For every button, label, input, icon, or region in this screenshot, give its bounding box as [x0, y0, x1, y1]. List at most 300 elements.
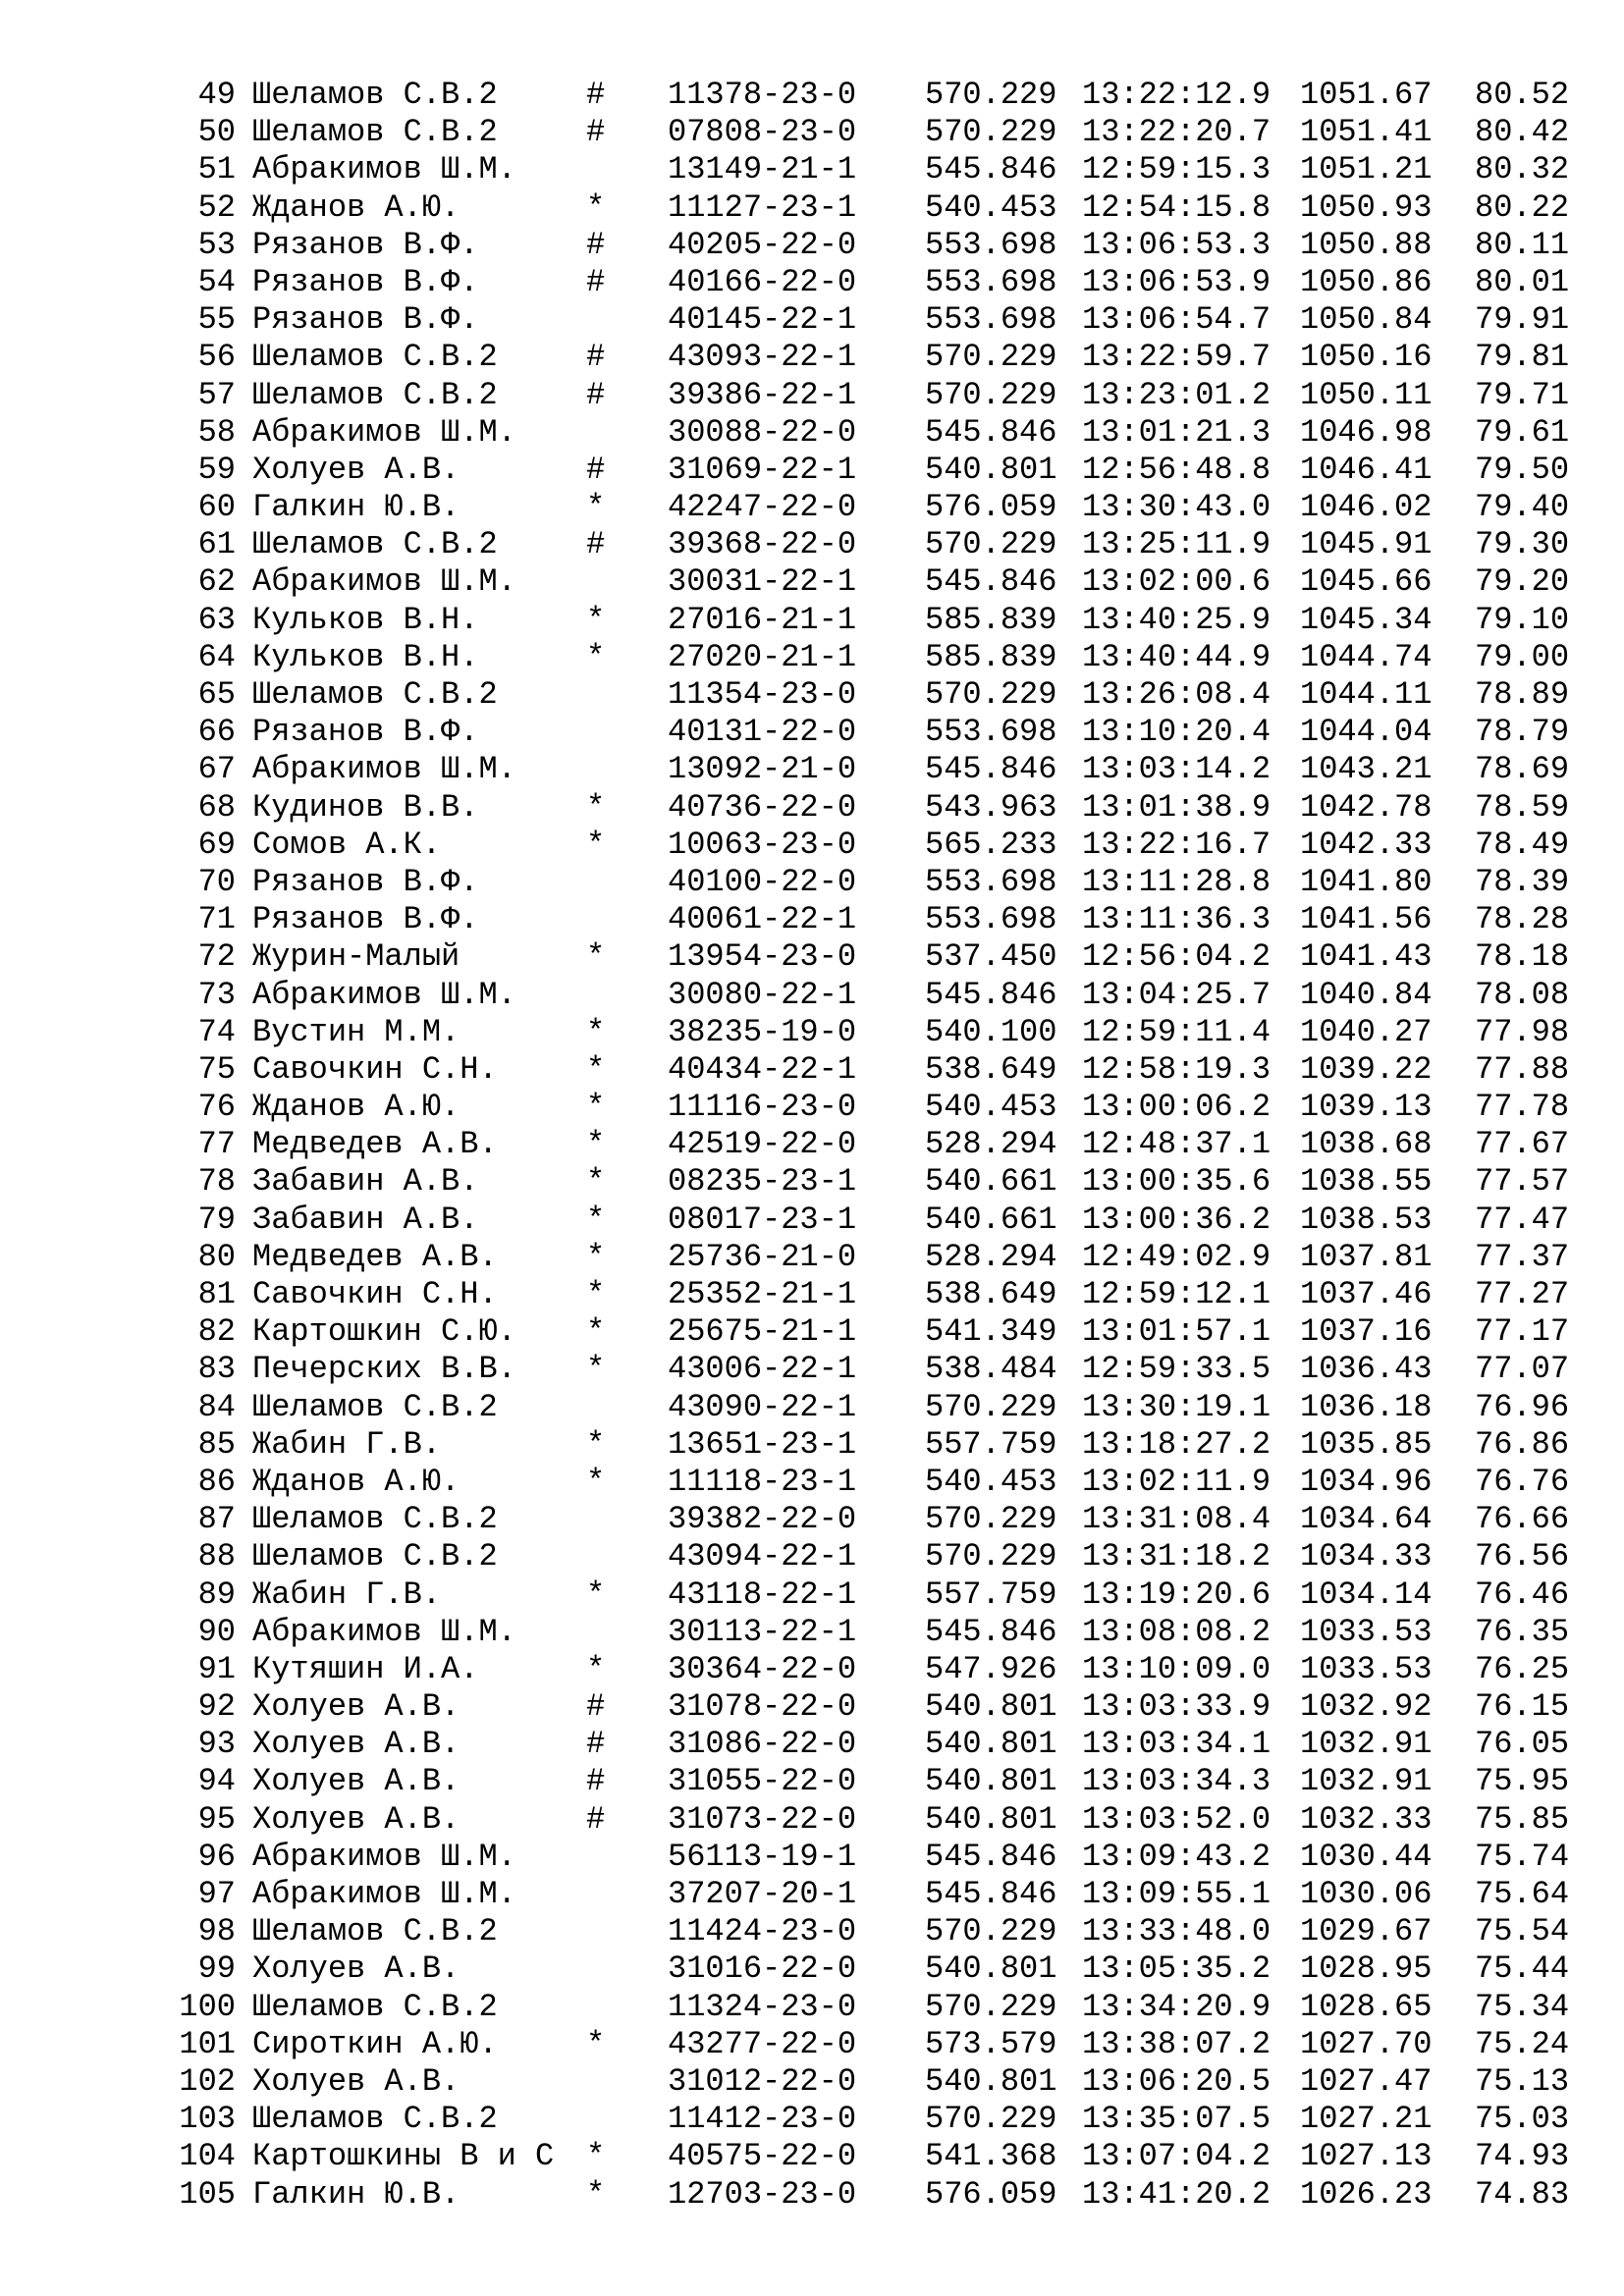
score-cell: 78.39: [1475, 863, 1570, 900]
arrival-time-cell: 12:54:15.8: [1082, 188, 1272, 226]
place-cell: 63: [197, 601, 236, 638]
mark-cell: *: [586, 2025, 606, 2062]
table-row: [0, 1989, 1624, 2026]
score-cell: 76.46: [1475, 1575, 1570, 1613]
mark-cell: *: [586, 1089, 606, 1126]
ring-number-cell: 30088-22-0: [668, 413, 857, 451]
ring-number-cell: 40100-22-0: [668, 863, 857, 900]
distance-cell: 540.453: [925, 1463, 1057, 1500]
arrival-time-cell: 13:09:55.1: [1082, 1876, 1272, 1912]
fancier-name-cell: Медведев А.В.: [252, 1238, 498, 1275]
distance-cell: 545.846: [925, 413, 1057, 451]
place-cell: 72: [197, 938, 236, 976]
mark-cell: #: [586, 1800, 606, 1838]
speed-cell: 1032.91: [1300, 1726, 1433, 1763]
ring-number-cell: 37207-20-1: [668, 1876, 857, 1912]
table-row: [0, 602, 1624, 639]
place-cell: 105: [179, 2175, 236, 2213]
distance-cell: 540.801: [925, 1763, 1057, 1800]
arrival-time-cell: 13:01:21.3: [1082, 413, 1272, 451]
place-cell: 85: [197, 1425, 236, 1463]
place-cell: 99: [197, 1950, 236, 1988]
distance-cell: 538.649: [925, 1276, 1057, 1312]
ring-number-cell: 56113-19-1: [668, 1838, 857, 1875]
place-cell: 101: [179, 2025, 236, 2062]
arrival-time-cell: 12:56:48.8: [1082, 451, 1272, 488]
arrival-time-cell: 13:02:11.9: [1082, 1463, 1272, 1500]
mark-cell: *: [586, 1463, 606, 1500]
arrival-time-cell: 13:25:11.9: [1082, 526, 1272, 563]
arrival-time-cell: 13:00:35.6: [1082, 1163, 1272, 1201]
table-row: [0, 1651, 1624, 1688]
distance-cell: 540.661: [925, 1163, 1057, 1201]
fancier-name-cell: Савочкин С.Н.: [252, 1276, 498, 1312]
ring-number-cell: 25675-21-1: [668, 1313, 857, 1351]
arrival-time-cell: 13:30:19.1: [1082, 1388, 1272, 1425]
distance-cell: 570.229: [925, 526, 1057, 563]
place-cell: 89: [197, 1575, 236, 1613]
score-cell: 77.67: [1475, 1126, 1570, 1163]
score-cell: 80.52: [1475, 77, 1570, 113]
arrival-time-cell: 13:11:36.3: [1082, 901, 1272, 938]
ring-number-cell: 11116-23-0: [668, 1089, 857, 1126]
speed-cell: 1045.34: [1300, 601, 1433, 638]
place-cell: 96: [197, 1838, 236, 1875]
place-cell: 69: [197, 826, 236, 863]
ring-number-cell: 30031-22-1: [668, 563, 857, 601]
arrival-time-cell: 13:33:48.0: [1082, 1913, 1272, 1950]
speed-cell: 1050.88: [1300, 226, 1433, 263]
score-cell: 76.35: [1475, 1613, 1570, 1650]
place-cell: 100: [179, 1988, 236, 2025]
speed-cell: 1030.44: [1300, 1838, 1433, 1875]
score-cell: 77.37: [1475, 1238, 1570, 1275]
speed-cell: 1034.96: [1300, 1463, 1433, 1500]
fancier-name-cell: Шеламов С.В.2: [252, 339, 498, 376]
score-cell: 74.83: [1475, 2175, 1570, 2213]
table-row: [0, 339, 1624, 376]
table-row: [0, 1801, 1624, 1839]
table-row: [0, 526, 1624, 563]
arrival-time-cell: 13:10:09.0: [1082, 1650, 1272, 1687]
place-cell: 64: [197, 638, 236, 675]
distance-cell: 540.801: [925, 1950, 1057, 1988]
mark-cell: #: [586, 1688, 606, 1726]
table-row: [0, 1163, 1624, 1201]
place-cell: 87: [197, 1501, 236, 1538]
ring-number-cell: 39382-22-0: [668, 1501, 857, 1538]
ring-number-cell: 31016-22-0: [668, 1950, 857, 1988]
place-cell: 78: [197, 1163, 236, 1201]
table-row: [0, 827, 1624, 864]
distance-cell: 528.294: [925, 1238, 1057, 1275]
ring-number-cell: 31086-22-0: [668, 1726, 857, 1763]
speed-cell: 1041.56: [1300, 901, 1433, 938]
table-row: [0, 1389, 1624, 1426]
place-cell: 83: [197, 1351, 236, 1388]
table-row: [0, 264, 1624, 301]
ring-number-cell: 30113-22-1: [668, 1613, 857, 1650]
speed-cell: 1028.95: [1300, 1950, 1433, 1988]
table-row: [0, 2138, 1624, 2175]
mark-cell: *: [586, 1050, 606, 1088]
distance-cell: 540.801: [925, 2062, 1057, 2100]
ring-number-cell: 11324-23-0: [668, 1988, 857, 2025]
score-cell: 79.20: [1475, 563, 1570, 601]
ring-number-cell: 31055-22-0: [668, 1763, 857, 1800]
ring-number-cell: 11378-23-0: [668, 77, 857, 113]
ring-number-cell: 13954-23-0: [668, 938, 857, 976]
speed-cell: 1028.65: [1300, 1988, 1433, 2025]
ring-number-cell: 40736-22-0: [668, 788, 857, 826]
arrival-time-cell: 13:07:04.2: [1082, 2138, 1272, 2175]
arrival-time-cell: 12:59:12.1: [1082, 1276, 1272, 1312]
ring-number-cell: 11412-23-0: [668, 2101, 857, 2138]
distance-cell: 570.229: [925, 376, 1057, 413]
score-cell: 78.08: [1475, 976, 1570, 1013]
fancier-name-cell: Кудинов В.В.: [252, 788, 479, 826]
distance-cell: 557.759: [925, 1425, 1057, 1463]
mark-cell: *: [586, 1276, 606, 1312]
distance-cell: 573.579: [925, 2025, 1057, 2062]
score-cell: 78.49: [1475, 826, 1570, 863]
place-cell: 49: [197, 77, 236, 113]
arrival-time-cell: 13:35:07.5: [1082, 2101, 1272, 2138]
arrival-time-cell: 13:22:20.7: [1082, 114, 1272, 151]
fancier-name-cell: Картошкины В и С: [252, 2138, 555, 2175]
distance-cell: 545.846: [925, 1613, 1057, 1650]
fancier-name-cell: Сироткин А.Ю.: [252, 2025, 498, 2062]
fancier-name-cell: Шеламов С.В.2: [252, 1913, 498, 1950]
distance-cell: 553.698: [925, 301, 1057, 339]
mark-cell: *: [586, 601, 606, 638]
ring-number-cell: 40166-22-0: [668, 263, 857, 300]
ring-number-cell: 11118-23-1: [668, 1463, 857, 1500]
fancier-name-cell: Галкин Ю.В.: [252, 2175, 460, 2213]
distance-cell: 540.801: [925, 1726, 1057, 1763]
table-row: [0, 1126, 1624, 1163]
speed-cell: 1044.11: [1300, 676, 1433, 713]
mark-cell: *: [586, 1238, 606, 1275]
table-row: [0, 189, 1624, 227]
score-cell: 76.25: [1475, 1650, 1570, 1687]
ring-number-cell: 31078-22-0: [668, 1688, 857, 1726]
place-cell: 82: [197, 1313, 236, 1351]
table-row: [0, 1614, 1624, 1651]
score-cell: 80.22: [1475, 188, 1570, 226]
place-cell: 95: [197, 1800, 236, 1838]
distance-cell: 570.229: [925, 2101, 1057, 2138]
score-cell: 78.18: [1475, 938, 1570, 976]
ring-number-cell: 13092-21-0: [668, 751, 857, 788]
distance-cell: 570.229: [925, 1538, 1057, 1575]
distance-cell: 545.846: [925, 563, 1057, 601]
ring-number-cell: 30080-22-1: [668, 976, 857, 1013]
speed-cell: 1039.22: [1300, 1050, 1433, 1088]
mark-cell: #: [586, 339, 606, 376]
arrival-time-cell: 13:31:18.2: [1082, 1538, 1272, 1575]
table-row: [0, 1201, 1624, 1239]
distance-cell: 528.294: [925, 1126, 1057, 1163]
place-cell: 68: [197, 788, 236, 826]
arrival-time-cell: 13:31:08.4: [1082, 1501, 1272, 1538]
speed-cell: 1037.46: [1300, 1276, 1433, 1312]
distance-cell: 576.059: [925, 489, 1057, 526]
ring-number-cell: 10063-23-0: [668, 826, 857, 863]
arrival-time-cell: 13:34:20.9: [1082, 1988, 1272, 2025]
score-cell: 77.57: [1475, 1163, 1570, 1201]
score-cell: 79.10: [1475, 601, 1570, 638]
fancier-name-cell: Шеламов С.В.2: [252, 1388, 498, 1425]
distance-cell: 538.649: [925, 1050, 1057, 1088]
speed-cell: 1027.21: [1300, 2101, 1433, 2138]
place-cell: 52: [197, 188, 236, 226]
fancier-name-cell: Рязанов В.Ф.: [252, 226, 479, 263]
table-row: [0, 1501, 1624, 1538]
speed-cell: 1036.43: [1300, 1351, 1433, 1388]
distance-cell: 570.229: [925, 1913, 1057, 1950]
score-cell: 80.32: [1475, 151, 1570, 188]
place-cell: 54: [197, 263, 236, 300]
speed-cell: 1036.18: [1300, 1388, 1433, 1425]
table-row: [0, 977, 1624, 1014]
speed-cell: 1040.27: [1300, 1013, 1433, 1050]
score-cell: 79.30: [1475, 526, 1570, 563]
table-row: [0, 377, 1624, 414]
fancier-name-cell: Шеламов С.В.2: [252, 526, 498, 563]
arrival-time-cell: 13:03:33.9: [1082, 1688, 1272, 1726]
arrival-time-cell: 13:23:01.2: [1082, 376, 1272, 413]
ring-number-cell: 43118-22-1: [668, 1575, 857, 1613]
ring-number-cell: 42519-22-0: [668, 1126, 857, 1163]
fancier-name-cell: Абракимов Ш.М.: [252, 151, 516, 188]
score-cell: 76.15: [1475, 1688, 1570, 1726]
fancier-name-cell: Вустин М.М.: [252, 1013, 460, 1050]
table-row: [0, 489, 1624, 526]
place-cell: 57: [197, 376, 236, 413]
ring-number-cell: 31073-22-0: [668, 1800, 857, 1838]
fancier-name-cell: Сомов А.К.: [252, 826, 442, 863]
arrival-time-cell: 12:59:11.4: [1082, 1013, 1272, 1050]
arrival-time-cell: 13:02:00.6: [1082, 563, 1272, 601]
fancier-name-cell: Абракимов Ш.М.: [252, 413, 516, 451]
score-cell: 75.95: [1475, 1763, 1570, 1800]
ring-number-cell: 43090-22-1: [668, 1388, 857, 1425]
fancier-name-cell: Журин-Малый: [252, 938, 460, 976]
fancier-name-cell: Медведев А.В.: [252, 1126, 498, 1163]
fancier-name-cell: Абракимов Ш.М.: [252, 751, 516, 788]
place-cell: 56: [197, 339, 236, 376]
score-cell: 77.27: [1475, 1276, 1570, 1312]
place-cell: 79: [197, 1201, 236, 1238]
arrival-time-cell: 13:19:20.6: [1082, 1575, 1272, 1613]
speed-cell: 1032.92: [1300, 1688, 1433, 1726]
distance-cell: 570.229: [925, 1988, 1057, 2025]
table-row: [0, 789, 1624, 827]
mark-cell: *: [586, 1201, 606, 1238]
fancier-name-cell: Забавин А.В.: [252, 1163, 479, 1201]
speed-cell: 1038.68: [1300, 1126, 1433, 1163]
fancier-name-cell: Жданов А.Ю.: [252, 1463, 460, 1500]
speed-cell: 1050.86: [1300, 263, 1433, 300]
arrival-time-cell: 13:10:20.4: [1082, 714, 1272, 751]
speed-cell: 1033.53: [1300, 1613, 1433, 1650]
score-cell: 79.61: [1475, 413, 1570, 451]
place-cell: 97: [197, 1876, 236, 1912]
place-cell: 75: [197, 1050, 236, 1088]
table-row: [0, 1464, 1624, 1501]
arrival-time-cell: 13:40:44.9: [1082, 638, 1272, 675]
fancier-name-cell: Шеламов С.В.2: [252, 1988, 498, 2025]
speed-cell: 1045.66: [1300, 563, 1433, 601]
table-row: [0, 301, 1624, 339]
table-row: [0, 452, 1624, 489]
distance-cell: 570.229: [925, 114, 1057, 151]
distance-cell: 545.846: [925, 751, 1057, 788]
fancier-name-cell: Шеламов С.В.2: [252, 676, 498, 713]
place-cell: 59: [197, 451, 236, 488]
ring-number-cell: 08235-23-1: [668, 1163, 857, 1201]
speed-cell: 1035.85: [1300, 1425, 1433, 1463]
mark-cell: *: [586, 188, 606, 226]
arrival-time-cell: 13:06:53.9: [1082, 263, 1272, 300]
ring-number-cell: 39386-22-1: [668, 376, 857, 413]
score-cell: 78.79: [1475, 714, 1570, 751]
mark-cell: *: [586, 1351, 606, 1388]
distance-cell: 545.846: [925, 151, 1057, 188]
distance-cell: 557.759: [925, 1575, 1057, 1613]
fancier-name-cell: Жабин Г.В.: [252, 1425, 442, 1463]
arrival-time-cell: 12:56:04.2: [1082, 938, 1272, 976]
fancier-name-cell: Кутяшин И.А.: [252, 1650, 479, 1687]
distance-cell: 541.368: [925, 2138, 1057, 2175]
place-cell: 71: [197, 901, 236, 938]
score-cell: 79.81: [1475, 339, 1570, 376]
place-cell: 60: [197, 489, 236, 526]
table-row: [0, 77, 1624, 114]
score-cell: 78.89: [1475, 676, 1570, 713]
fancier-name-cell: Шеламов С.В.2: [252, 376, 498, 413]
mark-cell: #: [586, 226, 606, 263]
mark-cell: *: [586, 638, 606, 675]
score-cell: 75.54: [1475, 1913, 1570, 1950]
score-cell: 77.07: [1475, 1351, 1570, 1388]
mark-cell: #: [586, 526, 606, 563]
score-cell: 78.59: [1475, 788, 1570, 826]
score-cell: 79.50: [1475, 451, 1570, 488]
distance-cell: 541.349: [925, 1313, 1057, 1351]
table-row: [0, 639, 1624, 676]
distance-cell: 538.484: [925, 1351, 1057, 1388]
ring-number-cell: 38235-19-0: [668, 1013, 857, 1050]
place-cell: 88: [197, 1538, 236, 1575]
distance-cell: 545.846: [925, 1838, 1057, 1875]
table-row: [0, 1576, 1624, 1614]
fancier-name-cell: Шеламов С.В.2: [252, 2101, 498, 2138]
distance-cell: 537.450: [925, 938, 1057, 976]
mark-cell: #: [586, 451, 606, 488]
mark-cell: *: [586, 1575, 606, 1613]
place-cell: 102: [179, 2062, 236, 2100]
score-cell: 79.91: [1475, 301, 1570, 339]
ring-number-cell: 40061-22-1: [668, 901, 857, 938]
speed-cell: 1029.67: [1300, 1913, 1433, 1950]
distance-cell: 547.926: [925, 1650, 1057, 1687]
table-row: [0, 1763, 1624, 1800]
mark-cell: *: [586, 1425, 606, 1463]
table-row: [0, 1051, 1624, 1089]
arrival-time-cell: 13:11:28.8: [1082, 863, 1272, 900]
speed-cell: 1030.06: [1300, 1876, 1433, 1912]
speed-cell: 1037.81: [1300, 1238, 1433, 1275]
ring-number-cell: 30364-22-0: [668, 1650, 857, 1687]
table-row: [0, 227, 1624, 264]
score-cell: 77.47: [1475, 1201, 1570, 1238]
distance-cell: 565.233: [925, 826, 1057, 863]
fancier-name-cell: Абракимов Ш.М.: [252, 976, 516, 1013]
place-cell: 53: [197, 226, 236, 263]
ring-number-cell: 25352-21-1: [668, 1276, 857, 1312]
speed-cell: 1050.16: [1300, 339, 1433, 376]
arrival-time-cell: 13:18:27.2: [1082, 1425, 1272, 1463]
distance-cell: 553.698: [925, 263, 1057, 300]
mark-cell: *: [586, 1163, 606, 1201]
ring-number-cell: 40575-22-0: [668, 2138, 857, 2175]
fancier-name-cell: Холуев А.В.: [252, 1726, 460, 1763]
ring-number-cell: 08017-23-1: [668, 1201, 857, 1238]
score-cell: 75.85: [1475, 1800, 1570, 1838]
score-cell: 79.71: [1475, 376, 1570, 413]
table-row: [0, 1688, 1624, 1726]
speed-cell: 1046.98: [1300, 413, 1433, 451]
place-cell: 84: [197, 1388, 236, 1425]
fancier-name-cell: Галкин Ю.В.: [252, 489, 460, 526]
place-cell: 74: [197, 1013, 236, 1050]
ring-number-cell: 43094-22-1: [668, 1538, 857, 1575]
table-row: [0, 1426, 1624, 1464]
fancier-name-cell: Рязанов В.Ф.: [252, 301, 479, 339]
speed-cell: 1051.21: [1300, 151, 1433, 188]
ring-number-cell: 43006-22-1: [668, 1351, 857, 1388]
score-cell: 75.03: [1475, 2101, 1570, 2138]
score-cell: 74.93: [1475, 2138, 1570, 2175]
ring-number-cell: 07808-23-0: [668, 114, 857, 151]
table-row: [0, 901, 1624, 938]
place-cell: 65: [197, 676, 236, 713]
fancier-name-cell: Савочкин С.Н.: [252, 1050, 498, 1088]
arrival-time-cell: 13:03:52.0: [1082, 1800, 1272, 1838]
fancier-name-cell: Холуев А.В.: [252, 1950, 460, 1988]
table-row: [0, 1538, 1624, 1575]
ring-number-cell: 39368-22-0: [668, 526, 857, 563]
ring-number-cell: 11354-23-0: [668, 676, 857, 713]
speed-cell: 1050.93: [1300, 188, 1433, 226]
arrival-time-cell: 13:06:20.5: [1082, 2062, 1272, 2100]
score-cell: 75.74: [1475, 1838, 1570, 1875]
distance-cell: 576.059: [925, 2175, 1057, 2213]
speed-cell: 1034.33: [1300, 1538, 1433, 1575]
arrival-time-cell: 13:40:25.9: [1082, 601, 1272, 638]
score-cell: 76.66: [1475, 1501, 1570, 1538]
ring-number-cell: 27020-21-1: [668, 638, 857, 675]
ring-number-cell: 25736-21-0: [668, 1238, 857, 1275]
mark-cell: #: [586, 114, 606, 151]
ring-number-cell: 13149-21-1: [668, 151, 857, 188]
mark-cell: *: [586, 1650, 606, 1687]
speed-cell: 1034.14: [1300, 1575, 1433, 1613]
arrival-time-cell: 13:08:08.2: [1082, 1613, 1272, 1650]
place-cell: 73: [197, 976, 236, 1013]
